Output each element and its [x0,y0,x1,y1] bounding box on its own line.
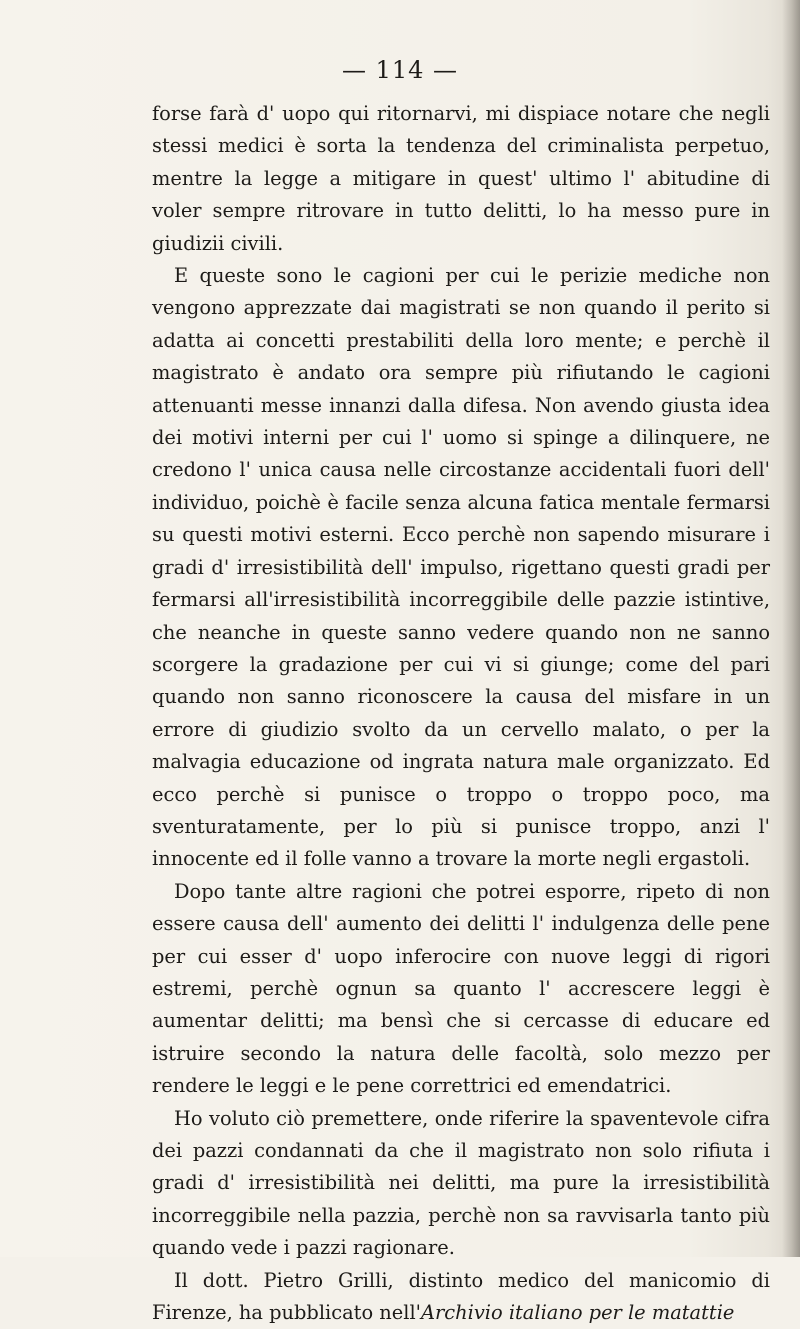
paragraph-5-text: Il dott. Pietro Grilli, distinto medico del manicomio di Firenze, ha pubblicato nell' [152,1268,770,1325]
paragraph-5 [152,1265,770,1329]
page-edge-shadow [782,0,800,1257]
paragraph-1: forse farà d' uopo qui ritornarvi, mi dispiace notare che negli stessi medici è sorta la tendenza del criminalista perpetuo, mentre la legge a mitigare in quest' ultimo l' abitudine di voler sempre ritrovare in tutto delitti, lo ha messo pure in giudizii civili. [152,102,770,255]
journal-title: Archivio italiano per le matattie [421,1301,735,1325]
body-text [152,98,770,1329]
paragraph-2: E queste sono le cagioni per cui le perizie mediche non vengono apprezzate dai magistrati se non quando il perito si adatta ai concetti prestabiliti della loro mente; e perchè il magistrato è andato ora sempre più rifiutando le cagioni attenuanti messe innanzi dalla difesa. Non avendo giusta idea dei motivi interni per cui l' uomo si spinge a dilinquere, ne credono l' unica causa nelle circostanze accidentali fuori dell' individuo, poichè è facile senza alcuna fatica mentale fermarsi su questi motivi esterni. Ecco perchè non sapendo misurare i gradi d' irresistibilità dell' impulso, rigettano questi gradi per fermarsi all'irresistibilità incorreggibile delle pazzie istintive, che neanche in queste sanno vedere quando non ne sanno scorgere la gradazione per cui vi si giunge; come del pari quando non sanno riconoscere la causa del misfare in un errore di giudizio svolto da un cervello malato, o per la malvagia educazione od ingrata natura male organizzato. Ed ecco perchè si punisce o troppo o troppo poco, ma sventuratamente, per lo più si punisce troppo, anzi l' innocente ed il folle vanno a trovare la morte negli ergastoli. [152,264,770,871]
paragraph-4: Ho voluto ciò premettere, onde riferire la spaventevole cifra dei pazzi condannati da che il magistrato non solo rifiuta i gradi d' irresistibilità nei delitti, ma pure la irresistibilità incorreggibile nella pazzia, perchè non sa ravvisarla tanto più quando vede i pazzi ragionare. [152,1106,770,1260]
paragraph-3: Dopo tante altre ragioni che potrei esporre, ripeto di non essere causa dell' aumento dei delitti l' indulgenza delle pene per cui esser d' uopo inferocire con nuove leggi di rigori estremi, perchè ognun sa quanto l' accrescere leggi è aumentar delitti; ma bensì che si cercasse di educare ed istruire secondo la natura delle facoltà, solo mezzo per rendere le leggi e le pene correttrici ed emendatrici. [152,879,770,1098]
page-number: — 114 — [341,56,459,84]
